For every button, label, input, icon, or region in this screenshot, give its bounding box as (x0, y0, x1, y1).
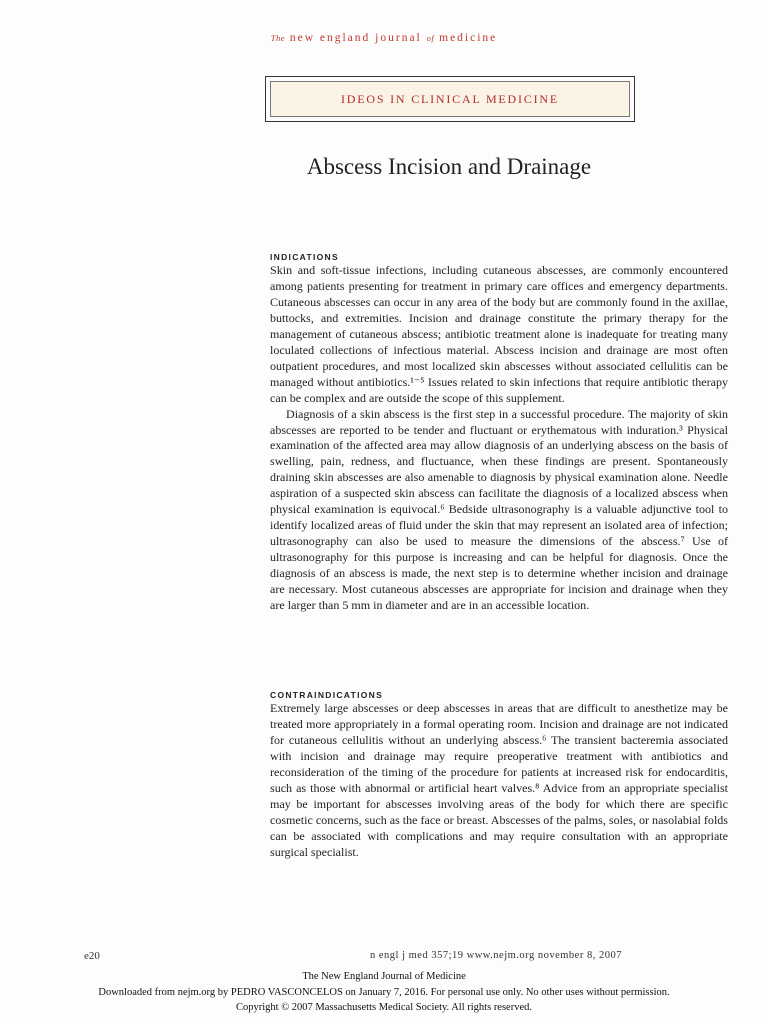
masthead-new-england: new england (289, 32, 371, 44)
body-paragraph: Skin and soft-tissue infections, including cutaneous abscesses, are commonly encountered among patients presenting for treatment in primary care offices and emergency departments. Cutaneous abscesses can occur in any area of the body but are commonly found in the axillae, buttocks, and extremities. Incision and drainage constitute the primary therapy for the management of cutaneous abscess; antibiotic treatment alone is inadequate for treating many loculated collections of infectious material. Abscess incision and drainage are most often outpatient procedures, and most localized skin abscesses without associated cellulitis can be managed without antibiotics.¹⁻⁵ Issues related to skin infections that require antibiotic therapy can be complex and are outside the scope of this supplement. (270, 263, 728, 405)
masthead-the: The (270, 33, 285, 43)
section-banner-label: IDEOS IN CLINICAL MEDICINE (341, 91, 559, 106)
download-notice-journal: The New England Journal of Medicine (302, 971, 466, 982)
section-contraindications (270, 690, 728, 861)
article-title: Abscess Incision and Drainage (306, 154, 592, 179)
journal-masthead (0, 32, 768, 44)
page-number: e20 (84, 950, 100, 962)
masthead-medicine: medicine (439, 32, 498, 44)
masthead-journal: journal (375, 32, 422, 44)
download-notice-user: Downloaded from nejm.org by PEDRO VASCONCELOS on January 7, 2016. For personal use only. No other uses without permission. (98, 986, 670, 998)
masthead-of: of (426, 33, 435, 43)
body-paragraph: Diagnosis of a skin abscess is the first step in a successful procedure. The majority of skin abscesses are reported to be tender and fluctuant or erythematous with induration.³ Physical examination of the affected area may allow diagnosis of an underlying abscess on the basis of swelling, pain, redness, and fluctuance, when these findings are present. Spontaneously draining skin abscesses are also amenable to diagnosis by physical examination alone. Needle aspiration of a suspected skin abscess can facilitate the diagnosis of a localized abscess when physical examination is equivocal.⁶ Bedside ultrasonography is a valuable adjunctive tool to identify localized areas of fluid under the skin that may represent an isolated area of infection; ultrasonography can also be used to measure the dimensions of the abscess.⁷ Use of ultrasonography for this purpose is increasing and can be helpful for diagnosis. Once the diagnosis of an abscess is made, the next step is to determine whether incision and drainage are necessary. Most cutaneous abscesses are appropriate for incision and drainage when they are larger than 5 mm in diameter and are in an accessible location. (270, 406, 728, 613)
body-paragraph: Extremely large abscesses or deep abscesses in areas that are difficult to anesthetize may be treated more appropriately in a formal operating room. Incision and drainage are not indicated for cutaneous cellulitis without an underlying abscess.⁶ The transient bacteremia associated with incision and drainage may require preoperative treatment with antibiotics and reconsideration of the timing of the procedure for patients at increased risk for endocarditis, such as those with abnormal or artificial heart valves.⁸ Advice from an appropriate specialist may be important for abscesses involving areas of the body for which there are specific cosmetic concerns, such as the face or breast. Abscesses of the palms, soles, or nasolabial folds can be associated with complications and may require consultation with an appropriate surgical specialist. (270, 701, 728, 859)
download-notice (0, 969, 768, 1016)
section-heading: CONTRAINDICATIONS (270, 690, 384, 700)
section-banner (265, 76, 635, 122)
section-indications (270, 252, 728, 614)
section-banner-fill (271, 82, 629, 116)
journal-citation: n engl j med 357;19 www.nejm.org november 8, 2007 (370, 950, 622, 961)
section-heading: INDICATIONS (270, 252, 339, 262)
download-notice-copyright: Copyright © 2007 Massachusetts Medical Society. All rights reserved. (236, 1002, 532, 1013)
